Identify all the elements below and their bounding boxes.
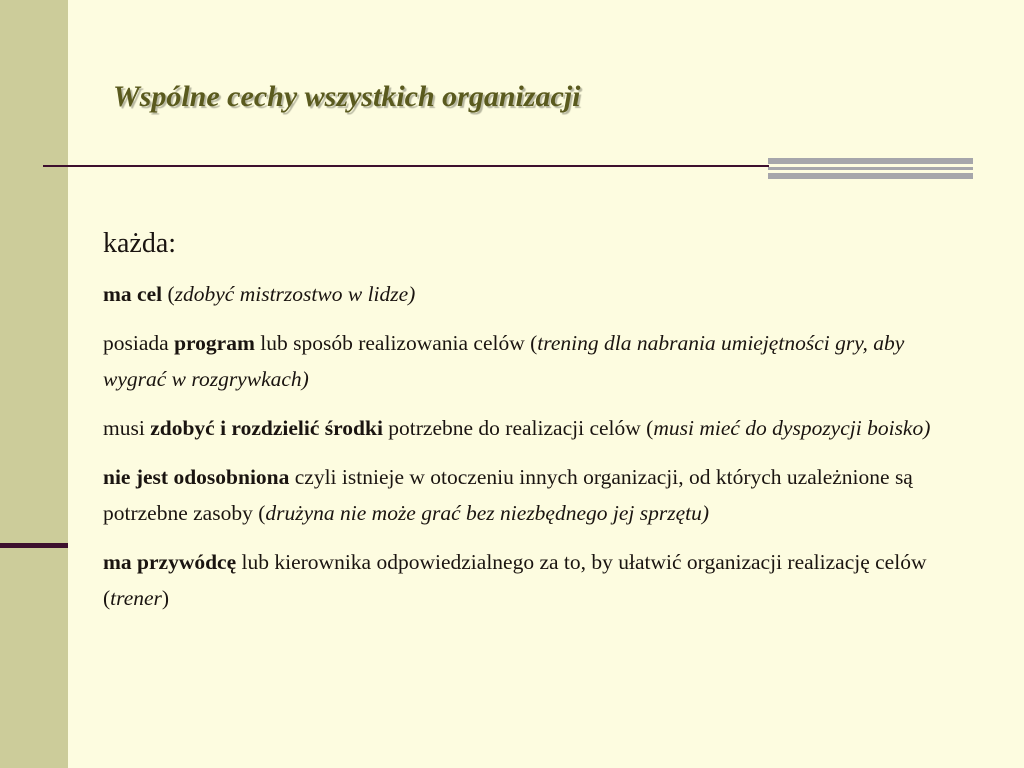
item-bold: program — [174, 331, 255, 355]
stripe-middle — [768, 167, 973, 170]
left-accent-line — [0, 543, 68, 548]
item-italic: musi mieć do dyspozycji boisko) — [653, 416, 931, 440]
list-item — [103, 544, 963, 616]
list-item — [103, 276, 963, 312]
left-decorative-bar — [0, 0, 68, 768]
item-bold: zdobyć i rozdzielić środki — [150, 416, 383, 440]
list-item — [103, 410, 963, 446]
stripe-bottom — [768, 173, 973, 179]
intro-text: każda: — [103, 228, 177, 259]
item-text: potrzebne do realizacji celów ( — [382, 416, 654, 440]
item-text: lub sposób realizowania celów ( — [254, 331, 538, 355]
item-text: ( — [162, 282, 175, 306]
item-prefix: posiada — [103, 331, 175, 355]
list-item — [103, 325, 963, 397]
item-prefix: musi — [103, 416, 151, 440]
title-underline — [43, 165, 769, 167]
item-bold: nie jest odosobniona — [103, 465, 290, 489]
title-stripe-decoration — [768, 158, 973, 179]
item-italic: trener — [110, 586, 162, 610]
slide-body — [103, 226, 963, 629]
item-italic: trening dla nabrania umiejętności gry, aby wygrać w rozgrywkach) — [103, 331, 905, 391]
item-italic: zdobyć mistrzostwo w lidze) — [174, 282, 416, 306]
item-text-after: ) — [161, 586, 170, 610]
list-item — [103, 459, 963, 531]
item-text: czyli istnieje w otoczeniu innych organizacji, od których uzależnione są potrzebne zasoby ( — [103, 465, 913, 525]
slide-title: Wspólne cechy wszystkich organizacji — [113, 80, 581, 113]
stripe-top — [768, 158, 973, 164]
item-bold: ma przywódcę — [103, 550, 237, 574]
item-bold: ma cel — [103, 282, 163, 306]
item-text: lub kierownika odpowiedzialnego za to, by ułatwić organizacji realizację celów ( — [103, 550, 927, 610]
item-italic: drużyna nie może grać bez niezbędnego jej sprzętu) — [265, 501, 710, 525]
